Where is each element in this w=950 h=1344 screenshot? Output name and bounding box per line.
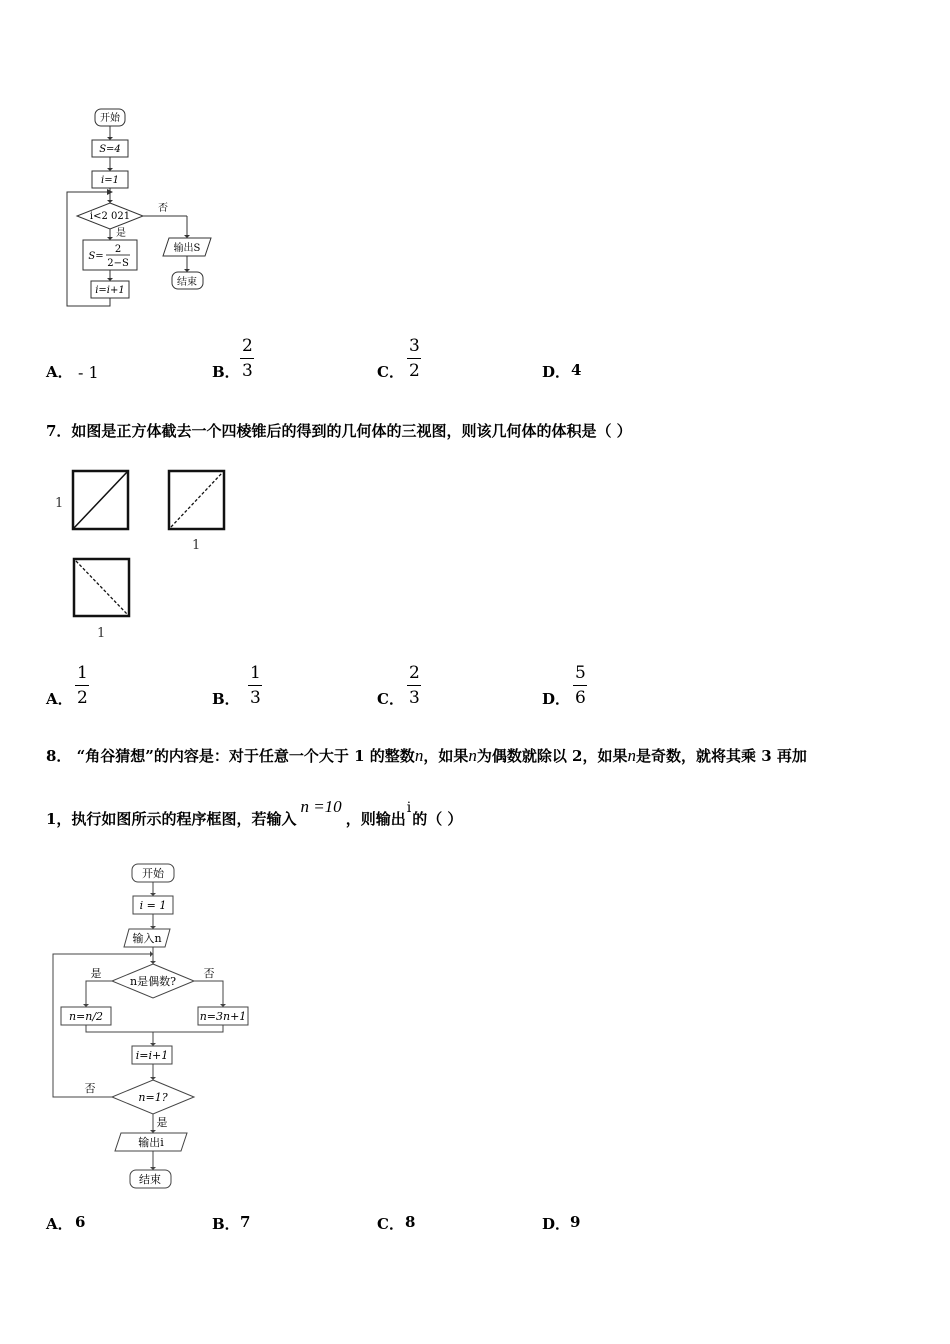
q7-option-a-label: A．: [46, 690, 73, 708]
q6-option-c-fraction: [407, 336, 422, 381]
q6-option-c-num: 3: [409, 336, 420, 356]
q8-var-n-1: n: [414, 746, 424, 765]
q8-var-n-2: n: [468, 746, 477, 765]
fc2-incr: i=i+1: [135, 1049, 169, 1062]
flowchart-2: [0, 850, 300, 1200]
fc1-end: 结束: [177, 277, 197, 288]
q8-var-n-3: n: [627, 746, 636, 765]
q7-option-a-num: 1: [77, 663, 88, 683]
fc2-no2: 否: [84, 1082, 96, 1095]
q6-option-c-label: C．: [377, 363, 404, 381]
fc2-yes2: 是: [156, 1116, 168, 1129]
q7-option-c-label: C．: [377, 690, 404, 708]
fc2-even: n=n/2: [68, 1010, 104, 1023]
q8-line1-a: 8． “角谷猜想”的内容是：对于任意一个大于 1 的整数: [46, 747, 415, 765]
fc2-output: 输出i: [138, 1136, 164, 1149]
q8-option-b-value: 7: [240, 1213, 251, 1231]
fc1-assign-prefix: S=: [88, 251, 104, 262]
fc2-no1: 否: [203, 967, 215, 980]
q8-option-b-label: B．: [212, 1215, 240, 1233]
fc1-yes: 是: [116, 228, 126, 239]
q7-option-d-den: 6: [575, 688, 586, 708]
q6-option-a-value: - 1: [78, 363, 99, 382]
q7-option-b-num: 1: [250, 663, 261, 683]
q7-option-c-fraction: [407, 663, 422, 708]
q7-option-a-den: 2: [77, 688, 88, 708]
q7-option-b-fraction: [248, 663, 263, 708]
fc1-start: 开始: [100, 113, 120, 124]
q7-dim-top: 1: [97, 626, 106, 641]
q8-option-a-value: 6: [75, 1213, 86, 1231]
q6-option-d-label: D．: [542, 363, 571, 381]
q8-output-var: i: [406, 800, 412, 816]
q8-line1-b: ，如果: [423, 747, 469, 765]
q8-input-expr: n =10: [300, 797, 342, 816]
fc1-cond: i<2 021: [89, 211, 131, 222]
fc2-input: 输入n: [132, 932, 162, 945]
q8-question-line2: [46, 797, 463, 829]
q8-question-line1: [46, 745, 807, 766]
fc2-yes1: 是: [90, 967, 102, 980]
q7-three-views: [40, 460, 260, 650]
q6-option-a-label: A．: [46, 363, 73, 381]
q7-option-b-label: B．: [212, 690, 240, 708]
q6-option-b-fraction: [240, 336, 255, 381]
fc2-cond1: n是偶数?: [130, 975, 176, 988]
q7-option-b-den: 3: [250, 688, 261, 708]
q6-option-b-num: 2: [242, 336, 253, 356]
q7-option-d-label: D．: [542, 690, 571, 708]
flowchart-1: [0, 0, 260, 320]
q8-line2-b: ，则输出: [345, 810, 406, 828]
fc1-assign-den: 2−S: [107, 258, 129, 269]
fc2-init: i = 1: [139, 899, 167, 912]
q8-option-c-value: 8: [405, 1213, 416, 1231]
q7-option-a-fraction: [75, 663, 90, 708]
q7-option-d-num: 5: [575, 663, 586, 683]
q8-option-c-label: C．: [377, 1215, 404, 1233]
fc1-no: 否: [158, 203, 168, 214]
q6-option-c-den: 2: [409, 361, 420, 381]
fc1-assign-num: 2: [114, 244, 122, 255]
q8-line1-d: 是奇数，就将其乘 3 再加: [636, 747, 807, 765]
q7-option-d-fraction: [573, 663, 588, 708]
q8-option-d-value: 9: [570, 1213, 581, 1231]
fc1-init-s: S=4: [99, 144, 121, 155]
fc1-output: 输出S: [173, 243, 201, 254]
q7-option-c-den: 3: [409, 688, 420, 708]
q8-line1-c: 为偶数就除以 2，如果: [476, 747, 628, 765]
q8-line2-c: 的（ ）: [412, 810, 463, 828]
q7-option-c-num: 2: [409, 663, 420, 683]
q7-question-text: 7．如图是正方体截去一个四棱锥后的得到的几何体的三视图，则该几何体的体积是（ ）: [46, 422, 632, 440]
q8-line2-a: 1，执行如图所示的程序框图，若输入: [46, 810, 297, 828]
q6-option-d-value: 4: [571, 361, 582, 379]
q8-option-a-label: A．: [46, 1215, 73, 1233]
fc1-init-i: i=1: [101, 175, 119, 186]
q6-option-b-den: 3: [242, 361, 253, 381]
fc1-incr: i=i+1: [95, 285, 125, 296]
fc2-start: 开始: [142, 867, 164, 880]
q7-dim-side: 1: [192, 538, 201, 553]
fc2-odd: n=3n+1: [199, 1010, 247, 1023]
q7-dim-left: 1: [55, 496, 64, 511]
q8-option-d-label: D．: [542, 1215, 571, 1233]
fc2-end: 结束: [139, 1173, 161, 1186]
fc2-cond2: n=1?: [138, 1091, 168, 1104]
q6-option-b-label: B．: [212, 363, 240, 381]
